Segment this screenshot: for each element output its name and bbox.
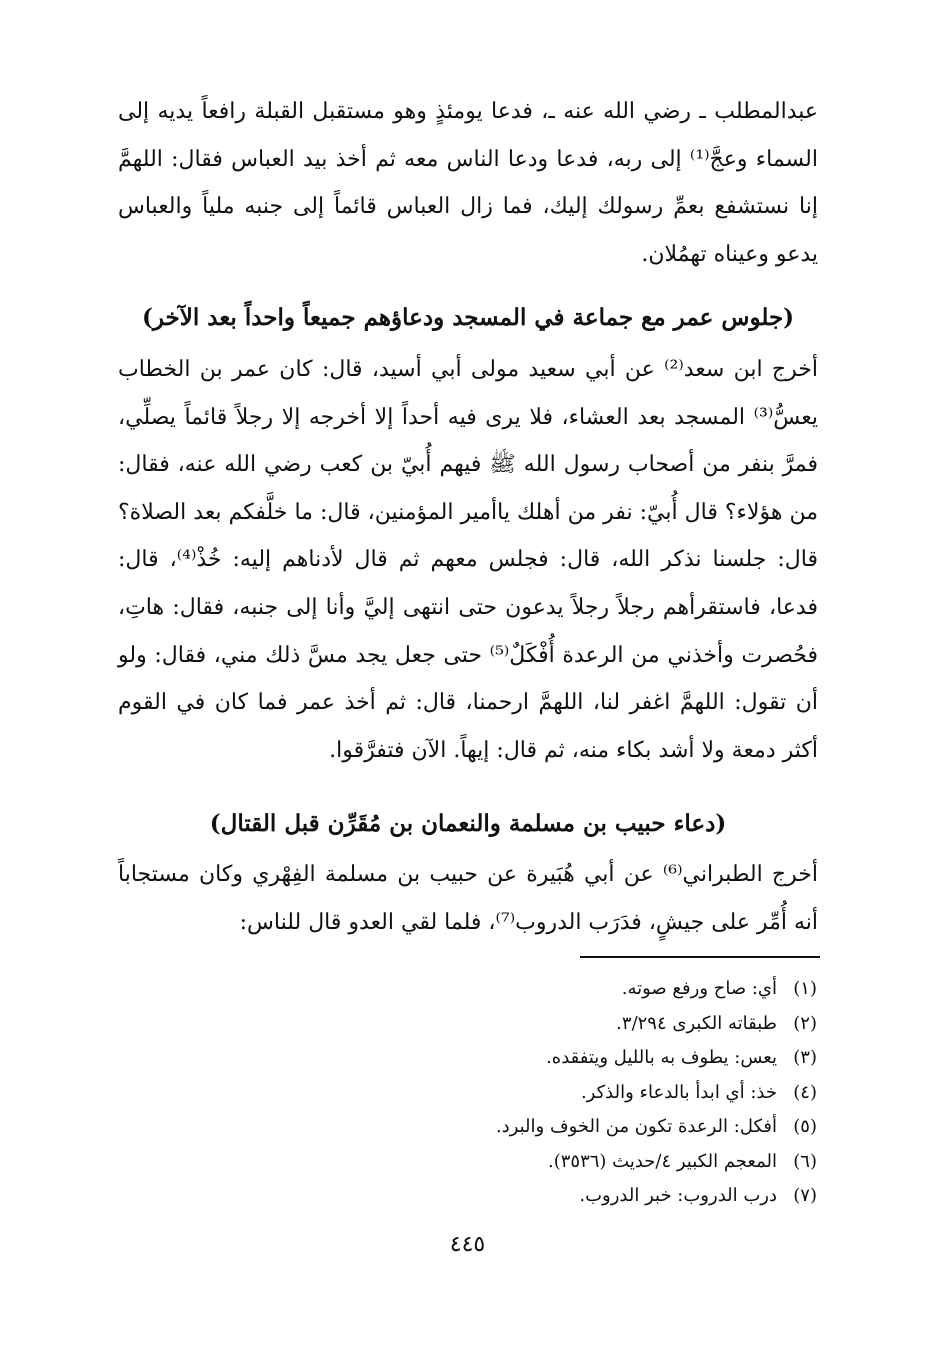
footnote-number: (٤) [793, 1081, 817, 1103]
footnote-item [397, 1110, 817, 1145]
section-heading-habib-numan: (دعاء حبيب بن مسلمة والنعمان بن مُقَرِّن قبل القتال) [209, 810, 727, 837]
footnote-number: (٦) [793, 1150, 817, 1172]
footnote-text: درب الدروب: خبر الدروب. [579, 1185, 777, 1206]
footnote-item [397, 1145, 817, 1180]
footnotes-list [397, 972, 817, 1214]
footnote-item [397, 1007, 817, 1042]
footnote-text: المعجم الكبير ٤/حديث (٣٥٣٦). [547, 1150, 777, 1172]
footnote-number: (٧) [793, 1185, 817, 1206]
footnote-item [397, 1076, 817, 1111]
footnote-text: يعس: يطوف به بالليل ويتفقده. [546, 1047, 777, 1068]
footnote-number: (٢) [793, 1012, 817, 1034]
footnote-item [397, 1179, 817, 1214]
section-heading-umar-gathering: (جلوس عمر مع جماعة في المسجد ودعاؤهم جميعاً واحداً بعد الآخر) [141, 304, 795, 331]
footnote-text: خذ: أي ابدأ بالدعاء والذكر. [580, 1081, 777, 1103]
footnote-text: أي: صاح ورفع صوته. [621, 978, 777, 999]
page-number: ٤٤٥ [449, 1232, 486, 1257]
footnote-number: (٣) [793, 1047, 817, 1068]
footnote-item [397, 1041, 817, 1076]
footnote-number: (١) [793, 978, 817, 999]
paragraph-ibn-saad-report: أخرج ابن سعد⁽²⁾ عن أبي سعيد مولى أبي أسيد، قال: كان عمر بن الخطاب يعسُّ⁽³⁾ المسجد بعد العشاء، فلا يرى فيه أحداً إلا أخرجه إلا رجلاً قائماً يصلِّي، فمرَّ بنفر من أصحاب رسول الله ﷺ فيهم أُبيّ بن كعب رضي الله عنه، فقال: من هؤلاء؟ قال أُبيّ: نفر من أهلك ياأمير المؤمنين، قال: ما خلَّفكم بعد الصلاة؟ قال: جلسنا نذكر الله، قال: فجلس معهم ثم قال لأدناهم إليه: خُذْ⁽⁴⁾، قال: فدعا، فاستقرأهم رجلاً رجلاً يدعون حتى انتهى إليَّ وأنا إلى جنبه، فقال: هاتِ، فحُصرت وأخذني من الرعدة أُفْكَلٌ⁽⁵⁾ حتى جعل يجد مسَّ ذلك مني، فقال: ولو أن تقول: اللهمَّ اغفر لنا، اللهمَّ ارحمنا، قال: ثم أخذ عمر فما كان في القوم أكثر دمعة ولا أشد بكاء منه، ثم قال: إيهاً. الآن فتفرَّقوا. [118, 357, 818, 763]
footnote-number: (٥) [793, 1116, 817, 1137]
paragraph-tabarani-report: أخرج الطبراني⁽⁶⁾ عن أبي هُبَيرة عن حبيب بن مسلمة الفِهْري وكان مستجاباً أنه أُمِّر على جيشٍ، فدَرَب الدروب⁽⁷⁾، فلما لقي العدو قال للناس: [118, 862, 818, 935]
footnote-separator [580, 956, 820, 958]
footnote-item [397, 972, 817, 1007]
footnote-text: أفكل: الرعدة تكون من الخوف والبرد. [495, 1116, 777, 1137]
footnote-text: طبقاته الكبرى ٣/٢٩٤. [616, 1012, 777, 1034]
paragraph-continuation: عبدالمطلب ـ رضي الله عنه ـ، فدعا يومئذٍ وهو مستقبل القبلة رافعاً يديه إلى السماء وعجَّ⁽¹⁾ إلى ربه، فدعا ودعا الناس معه ثم أخذ بيد العباس فقال: اللهمَّ إنا نستشفع بعمِّ رسولك إليك، فما زال العباس قائماً إلى جنبه ملياً والعباس يدعو وعيناه تهمُلان. [118, 99, 819, 267]
